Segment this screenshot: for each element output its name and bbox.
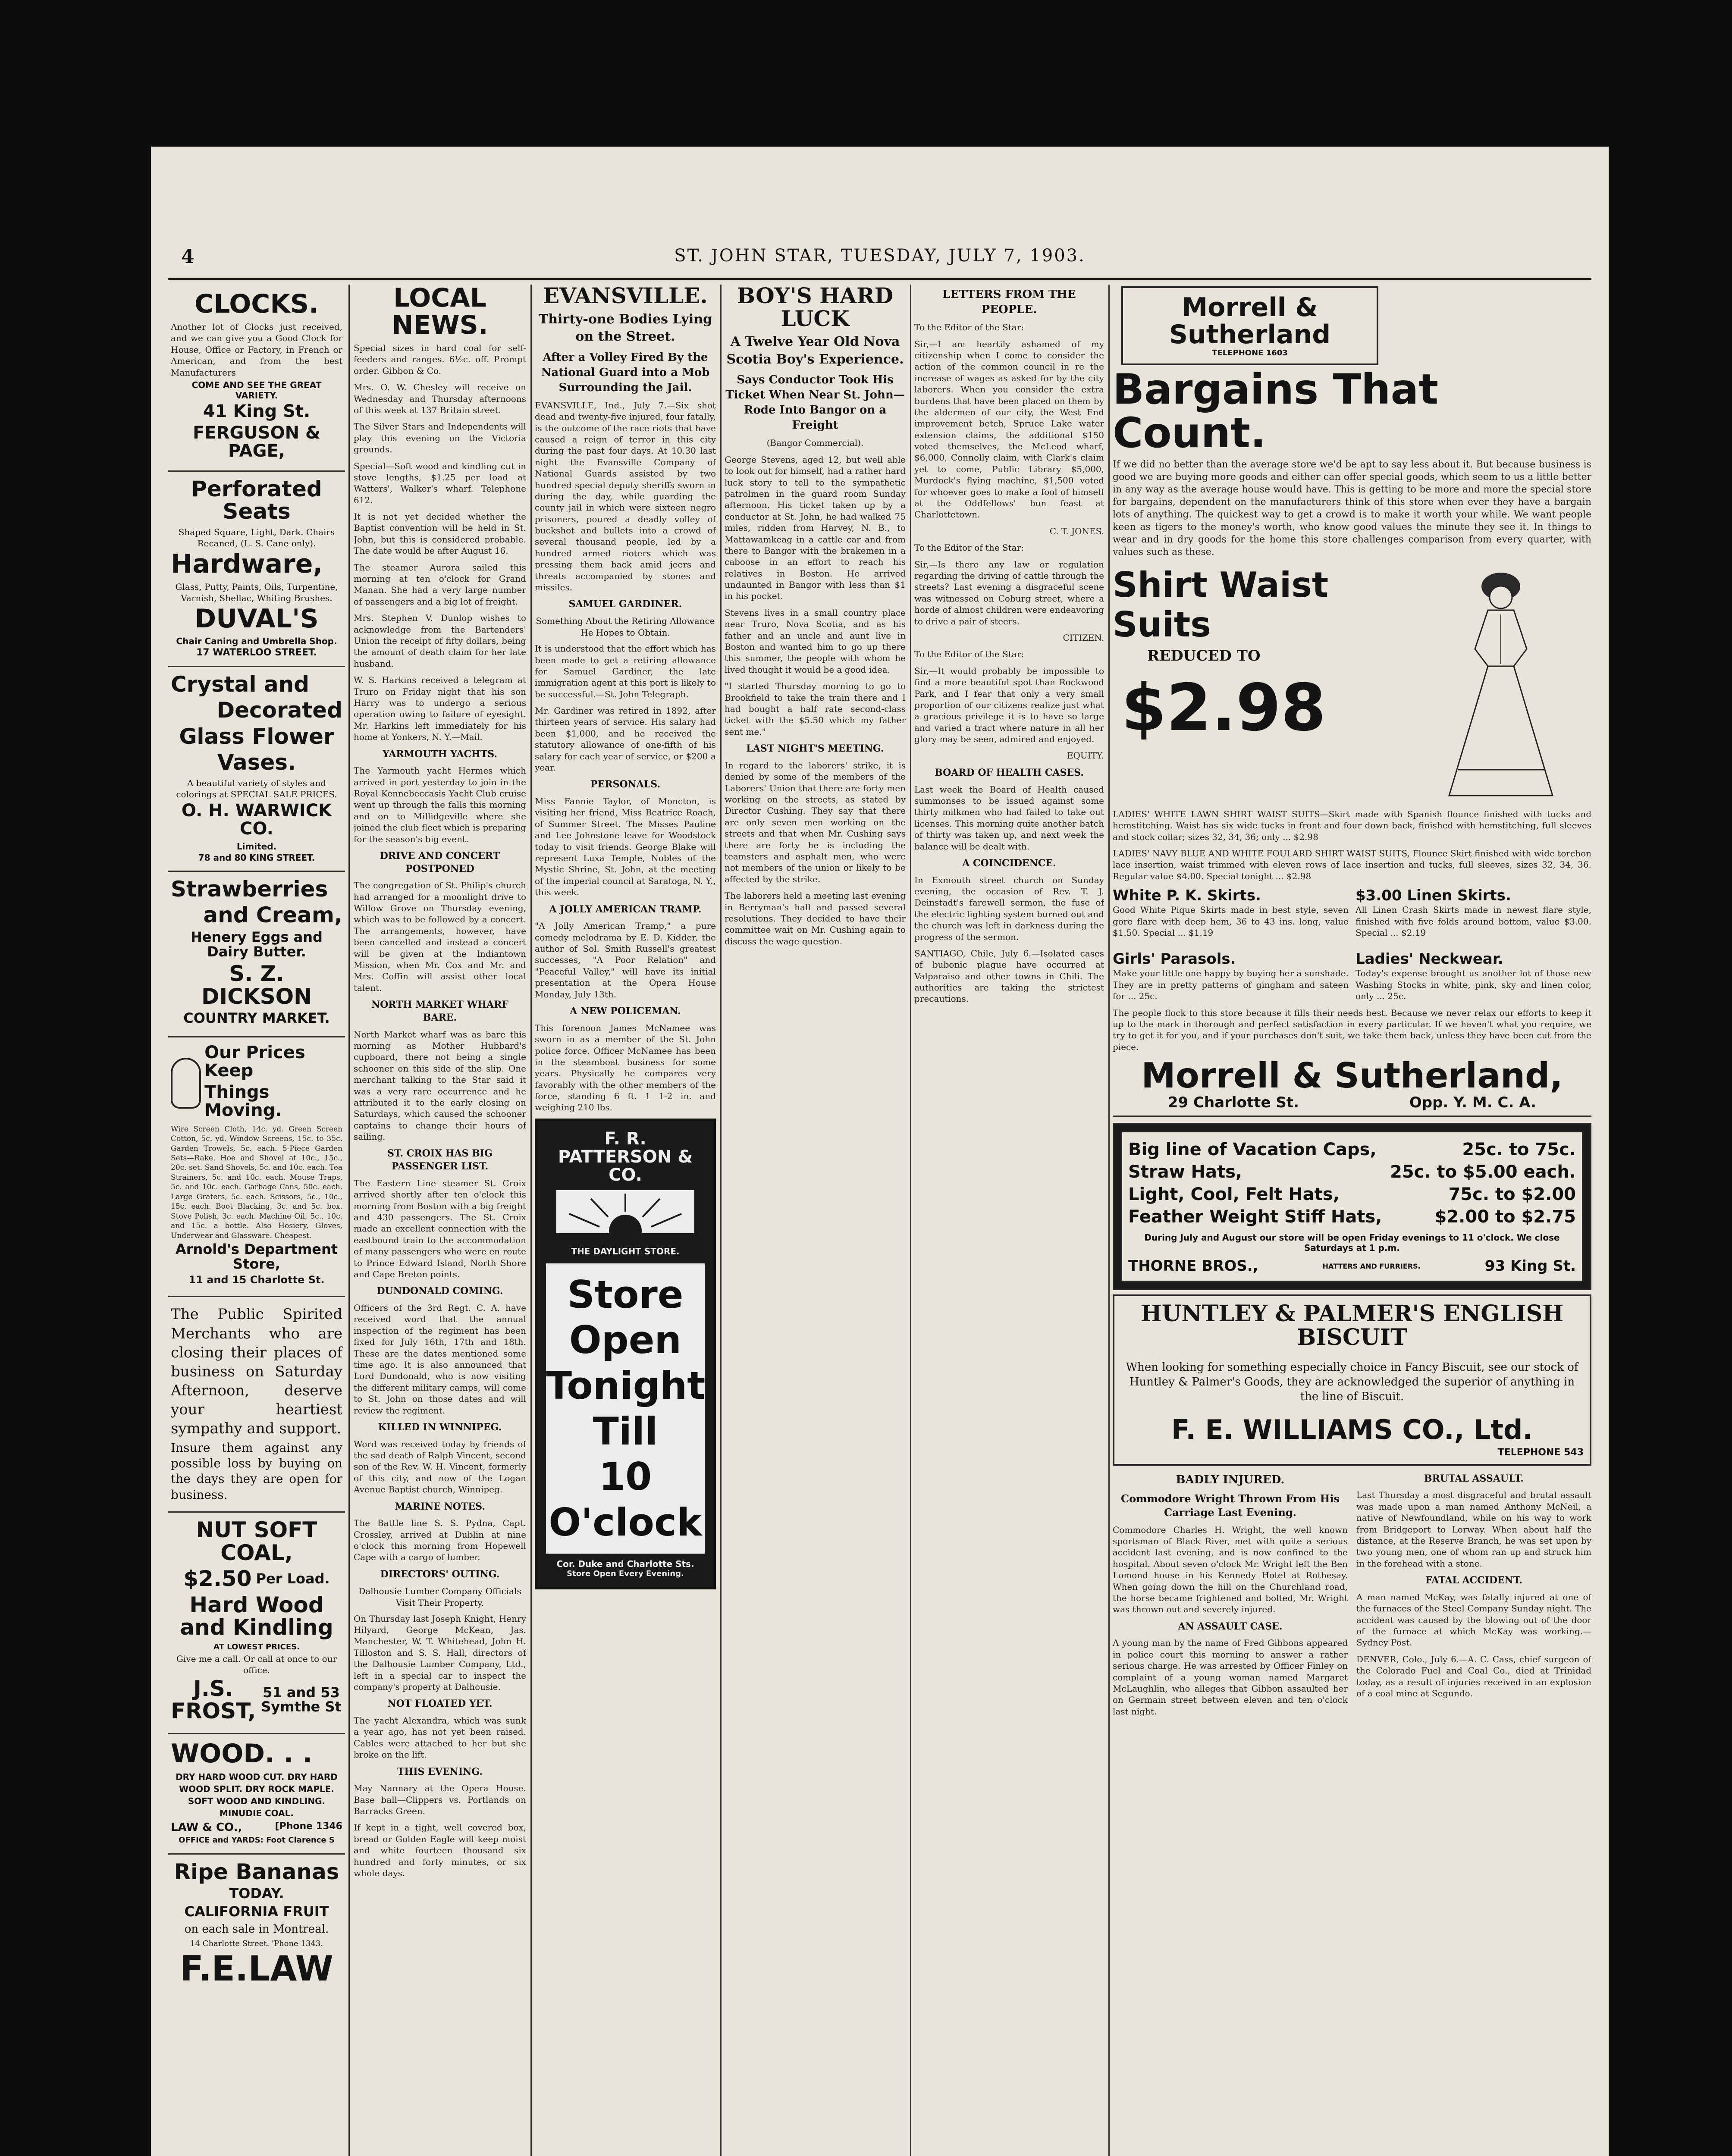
store-line-1: Store <box>567 1272 684 1317</box>
hardware-body: Glass, Putty, Paints, Oils, Turpentine, Varnish, Shellac, Whiting Brushes. <box>175 581 338 603</box>
subhead-tramp: A JOLLY AMERICAN TRAMP. <box>549 903 702 915</box>
santiago-body: SANTIAGO, Chile, July 6.—Isolated cases of bubonic plague have occurred at Valparaiso and other towns in Chili. The authorities are taking the strictest precautions. <box>914 948 1104 1004</box>
column-rule <box>1108 285 1110 2156</box>
letter-body: Sir,—I am heartily ashamed of my citizenship when I come to consider the action of the common council in re the increase of wages as asked for by the city laborers. When you consider the extra burdens that have been placed on them by the aldermen of our city, the West End improvement betch, Spruce Lake water extension claims, the additional $150 voted themselves, the McLeod wharf, $6,000, Connolly claim, with Clark's claim yet to come, Public Library $5,000, Murdock's flying machine, $1,500 voted for whoever goes to make a fool of himself at the Oddfellows' bun feast at Charlottetown. <box>914 338 1104 520</box>
wood-title: WOOD. . . <box>171 1738 313 1769</box>
subhead-marine: MARINE NOTES. <box>395 1501 485 1512</box>
subhead-directors: DIRECTORS' OUTING. <box>380 1568 500 1580</box>
policeman-body: This forenoon James McNamee was sworn in as a member of the St. John police force. Officer McNamee has been in the steamboat business for some years. Physically he compares very favorably with the other members of the force, standing 6 ft. 1 1-2 in. and weighing 210 lbs. <box>535 1022 716 1113</box>
gardiner-body: Mr. Gardiner was retired in 1892, after thirteen years of service. His salary had been $1,000, and he received the statutory allowance of one-fifth of his salary for each year of service, or $200 a year. <box>535 705 716 773</box>
local-news-item: If kept in a tight, well covered box, bread or Golden Eagle will keep moist and white fourteen thousand six hundred and forty minutes, or six whole days. <box>354 1822 526 1878</box>
local-news-item: Officers of the 3rd Regt. C. A. have received word that the annual inspection of the regiment has been fixed for July 16th, 17th and 18th. These are the dates mentioned some time ago. It is also announced that Lord Dundonald, who is now visiting the different military camps, will come to St. John on those dates and will review the regiment. <box>354 1303 526 1416</box>
bananas-today: TODAY. <box>229 1885 284 1902</box>
evansville-deck-1: Thirty-one Bodies Lying on the Street. <box>538 311 712 344</box>
hardwood-call: Give me a call. Or call at once to our office. <box>176 1653 337 1675</box>
perforated-seats-body: Shaped Square, Light, Dark. Chairs Recaned, (L. S. Cane only). <box>178 526 335 548</box>
nut-coal-title: NUT SOFT COAL, <box>196 1517 317 1565</box>
boys-hard-luck-column <box>725 285 906 2156</box>
shirt-waist-promo <box>1113 564 1591 808</box>
caps-price: 25c. to 75c. <box>1462 1140 1576 1160</box>
local-news-item: The Eastern Line steamer St. Croix arrived shortly after ten o'clock this morning from Boston with a big freight and 430 passengers. The St. Croix made an excellent connection with the eastbound train to the accommodation of many passengers who were en route to Prince Edward Island, North Shore and Cape Breton points. <box>354 1178 526 1279</box>
local-news-item: Special sizes in hard coal for self-feeders and ranges. 6½c. off. Prompt order. Gibbon & Co. <box>354 343 526 376</box>
to-editor-line: To the Editor of the Star: <box>914 322 1024 333</box>
straw-hats-label: Straw Hats, <box>1128 1162 1243 1182</box>
evansville-column <box>535 285 716 2156</box>
newspaper-page <box>151 147 1609 2156</box>
patterson-name: F. R. PATTERSON & CO. <box>558 1128 693 1185</box>
suit-price: $2.98 <box>1121 670 1326 746</box>
boys-hard-luck-headline: BOY'S HARD LUCK <box>737 285 894 331</box>
clocks-title: CLOCKS. <box>195 289 319 319</box>
ms-phone: TELEPHONE 1603 <box>1212 348 1288 357</box>
law-ad <box>168 1734 345 1855</box>
subhead-stcroix: ST. CROIX HAS BIG PASSENGER LIST. <box>387 1148 493 1172</box>
people-flock-text: The people flock to this store because it fills their needs best. Because we never relax our efforts to keep it up to the mark in thorough and perfect satisfaction in every particular. If we haven't what you require, we try to get it for you, and if your purchases don't suit, we take them back, unless they have been cut from the piece. <box>1113 1007 1591 1052</box>
subhead-samuel-gardiner: SAMUEL GARDINER. <box>568 599 682 610</box>
duval-name: DUVAL'S <box>195 603 319 634</box>
felaw-name: F.E.LAW <box>180 1948 333 1989</box>
subhead-last-nights-meeting: LAST NIGHT'S MEETING. <box>746 743 884 755</box>
feather-hats-price: $2.00 to $2.75 <box>1434 1207 1576 1227</box>
column-rule <box>910 285 911 2156</box>
warwick-ad <box>168 667 345 872</box>
ads-column-right <box>1113 285 1591 2156</box>
injured-deck: Commodore Wright Thrown From His Carriage Last Evening. <box>1120 1492 1340 1519</box>
evansville-headline: EVANSVILLE. <box>543 285 708 308</box>
bananas-fruit: CALIFORNIA FRUIT <box>184 1903 329 1920</box>
subhead-policeman: A NEW POLICEMAN. <box>570 1006 681 1017</box>
ms-opposite: Opp. Y. M. C. A. <box>1409 1094 1537 1112</box>
arnold-ad <box>168 1037 345 1297</box>
fatal-body: A man named McKay, was fatally injured at one of the furnaces of the Steel Company Sunday night. The accident was caused by the blowing out of the door of the furnace at which McKay was working.—Sydney Post. <box>1356 1592 1591 1648</box>
prices-line-1: Our Prices Keep <box>204 1042 305 1081</box>
evansville-body: EVANSVILLE, Ind., July 7.—Six shot dead and twenty-five injured, four fatally, is the outcome of the race riots that have caused a reign of terror in this city during the past four days. At 10.30 last night the Evansville Company of National Guards assisted by two hundred special deputy sheriffs sworn in during the day, while guarding the county jail in which were sixteen negro prisoners, poured a deadly volley of buckshot and bullets into a crowd of several thousand people, led by a hundred armed rioters which was pressing them back amid jeers and threats accompanied by stones and missiles. <box>535 400 716 593</box>
pk-skirts-title: White P. K. Skirts. <box>1113 887 1261 905</box>
local-news-item: It is not yet decided whether the Baptist convention will be held in St. John, but this is considered probable. The date would be after August 16. <box>354 511 526 556</box>
boys-credit: (Bangor Commercial). <box>766 438 864 448</box>
hardware-title: Hardware, <box>171 548 323 579</box>
local-news-item: The yacht Alexandra, which was sunk a year ago, has not yet been raised. Cables were attached to her but she broke on the lift. <box>354 1715 526 1760</box>
patterson-address: Cor. Duke and Charlotte Sts. <box>556 1559 694 1570</box>
boys-body: George Stevens, aged 12, but well able to look out for himself, had a rather hard luck story to tell to the sympathetic patrolmen in the guard room Sunday afternoon. His ticket taken up by a conductor at St. John, he had walked 75 miles, ridden from Harvey, N. B., to Mattawamkeag in a cattle car and from there to Bangor with the brakemen in a caboose in an effort to reach his relatives in Boston. He arrived undaunted in Bangor with less than $1 in his pocket. <box>725 454 906 602</box>
dickson-subtitle: COUNTRY MARKET. <box>183 1010 330 1027</box>
parasols-title: Girls' Parasols. <box>1113 950 1236 968</box>
local-news-item: W. S. Harkins received a telegram at Truro on Friday night that his son Harry was to undergo a serious operation owing to failure of eyesight. Mr. Harkins left immediately for his home at Yonkers, N. Y.—Mail. <box>354 675 526 743</box>
law-office: OFFICE and YARDS: Foot Clarence S <box>179 1835 335 1845</box>
parasols-body: Make your little one happy by buying her a sunshade. They are in pretty patterns of gingham and sateen for ... 25c. <box>1113 968 1349 1002</box>
williams-name: F. E. WILLIAMS CO., Ltd. <box>1171 1413 1533 1445</box>
huntley-title: HUNTLEY & PALMER'S ENGLISH BISCUIT <box>1140 1300 1564 1351</box>
subhead-board-of-health: BOARD OF HEALTH CASES. <box>935 767 1084 778</box>
patterson-ad <box>535 1119 716 1590</box>
subhead-killed: KILLED IN WINNIPEG. <box>378 1421 502 1433</box>
tramp-body: "A Jolly American Tramp," a pure comedy melodrama by E. D. Kidder, the author of Sol. Smith Russell's greatest successes, "A Poor Relation" and "Peaceful Valley," will have its initial presentation at the Opera House Monday, July 13th. <box>535 921 716 1000</box>
huntley-body: When looking for something especially choice in Fancy Biscuit, see our stock of Huntley & Palmer's Goods, they are acknowledged the superior of anything in the line of Biscuit. <box>1126 1361 1578 1403</box>
letter-signature: EQUITY. <box>1067 750 1104 761</box>
subhead-directors-deck: Dalhousie Lumber Company Officials Visit Their Property. <box>358 1586 521 1608</box>
boys-deck-2: Says Conductor Took His Ticket When Near St. John—Rode Into Bangor on a Freight <box>725 373 905 432</box>
local-news-item: The congregation of St. Philip's church had arranged for a moonlight drive to Willow Grove on Thursday evening, which was to be followed by a concert. The arrangements, however, have been cancelled and instead a concert will be given at the Indiantown Mission, when Mr. Cox and Mr. and Mrs. Coffin will assist other local talent. <box>354 880 526 993</box>
law-name: LAW & CO., <box>171 1821 242 1834</box>
column-rule <box>720 285 722 2156</box>
evansville-deck-2: After a Volley Fired By the National Guard into a Mob Surrounding the Jail. <box>541 351 710 394</box>
subhead-personals: PERSONALS. <box>590 779 661 790</box>
patterson-subtitle: THE DAYLIGHT STORE. <box>571 1246 680 1257</box>
caps-label: Big line of Vacation Caps, <box>1128 1140 1377 1160</box>
clocks-tagline: COME AND SEE THE GREAT VARIETY. <box>191 379 322 401</box>
store-line-3: Tonight <box>546 1363 706 1408</box>
arnold-name: Arnold's Department Store, <box>175 1241 338 1272</box>
strawberries-line-1: Strawberries <box>171 876 328 902</box>
crystal-line-2: Decorated <box>216 698 342 723</box>
bargains-body: If we did no better than the average store we'd be apt to say less about it. But because business is good we are buying more goods and either can offer special goods, which seem to us a little better in any way as the average house would have. This is getting to be more and more the special store for bargains, dependent on the manufacturers think of this store when ever they have a bargain lots of anything. The quickest way to get a crowd is to make it worth your while. We want people keen as tigers to the money's worth, who know good values the minute they see it. In things to wear and in dry goods for the home this store challenges comparison from every quarter, with values such as these. <box>1113 459 1591 558</box>
felt-hats-label: Light, Cool, Felt Hats, <box>1128 1185 1340 1205</box>
owl-icon <box>171 1058 201 1109</box>
letter-signature: CITIZEN. <box>1063 632 1104 643</box>
boys-body: Stevens lives in a small country place near Truro, Nova Scotia, and as his father and an uncle and aunt live in Boston and wanted him to go up there this summer, the people with whom he lived thought it would be a good idea. <box>725 607 906 675</box>
linen-skirts-title: $3.00 Linen Skirts. <box>1355 887 1511 905</box>
ferguson-address: 41 King St. <box>203 401 311 421</box>
ms-address: 29 Charlotte St. <box>1167 1094 1299 1112</box>
thorne-ad <box>1113 1123 1591 1290</box>
straw-hats-price: 25c. to $5.00 each. <box>1390 1162 1576 1182</box>
local-news-item: The steamer Aurora sailed this morning at ten o'clock for Grand Manan. She had a very large number of passengers and a big lot of freight. <box>354 562 526 607</box>
subhead-badly-injured: BADLY INJURED. <box>1176 1473 1285 1486</box>
prices-line-2: Things Moving. <box>204 1082 282 1120</box>
bottom-stories <box>1113 1470 1591 1722</box>
local-news-item: Word was received today by friends of the sad death of Ralph Vincent, second son of the Rev. W. H. Vincent, formerly of this city, and now of the Logan Avenue Baptist church, Winnipeg. <box>354 1438 526 1495</box>
warwick-limited: Limited. <box>236 841 277 852</box>
pk-skirts-body: Good White Pique Skirts made in best style, seven gore flare with deep hem, 36 to 43 ins. long, value $1.50. Special ... $1.19 <box>1113 905 1349 938</box>
ms-footer <box>1113 1058 1591 1117</box>
local-news-item: May Nannary at the Opera House. Base ball—Clippers vs. Portlands on Barracks Green. <box>354 1783 526 1816</box>
local-news-item: The Battle line S. S. Pydna, Capt. Crossley, arrived at Dublin at nine o'clock this morning from Hopewell Cape with a cargo of lumber. <box>354 1518 526 1563</box>
thorne-hours: During July and August our store will be open Friday evenings to 11 o'clock. We close Saturdays at 1 p.m. <box>1144 1232 1560 1253</box>
strawberries-line-3: Henery Eggs and Dairy Butter. <box>191 928 323 960</box>
local-news-column <box>354 285 526 2156</box>
public-notice <box>168 1297 345 1513</box>
public-spirited-text: The Public Spirited Merchants who are closing their places of business on Saturday Afternoon, deserve your heartiest sympathy and support. <box>171 1306 342 1438</box>
strawberries-line-2: and Cream, <box>203 903 342 928</box>
letter-body: Sir,—It would probably be impossible to find a more beautiful spot than Rockwood Park, and I fear that only a very small proportion of our citizens realize just what a gracious privilege it is to have so large and varied a tract where nature in all her glory may be seen, admired and enjoyed. <box>914 665 1104 745</box>
brutal-body: Last Thursday a most disgraceful and brutal assault was made upon a man named Anthony McNeil, a native of Newfoundland, while on his way to work from Bridgeport to Lorway. When about half the distance, at the Reserve Branch, he was set upon by two young men, one of whom ran up and struck him in the forehead with a stone. <box>1356 1490 1591 1569</box>
thorne-address: 93 King St. <box>1484 1257 1576 1275</box>
crystal-body: A beautiful variety of styles and colorings at SPECIAL SALE PRICES. <box>176 777 337 799</box>
coincidence-body: In Exmouth street church on Sunday evening, the occasion of Rev. T. J. Deinstadt's farewell sermon, the fuse of the electric lighting system burned out and the church was left in darkness during the progress of the sermon. <box>914 874 1104 942</box>
thorne-inner <box>1120 1131 1584 1282</box>
subhead-assault-case: AN ASSAULT CASE. <box>1178 1620 1283 1632</box>
subhead-wharf: NORTH MARKET WHARF BARE. <box>371 999 509 1023</box>
ads-column-left <box>168 285 345 2156</box>
laborers-body: In regard to the laborers' strike, it is denied by some of the members of the Laborers' Union that there are forty men working on the streets, as stated by Director Cushing. They say that there are only seven men working on the streets and that when Mr. Cushing says there are forty he is including the teamsters and asphalt men, who were not members of the union or likely to be affected by the strike. <box>725 760 906 884</box>
bananas-ad <box>168 1855 345 1997</box>
ms-logo-box <box>1121 286 1378 365</box>
sunrise-icon <box>556 1190 694 1242</box>
warwick-address: 78 and 80 KING STREET. <box>198 852 315 863</box>
subhead-this-evening: THIS EVENING. <box>397 1766 483 1777</box>
local-news-item: Mrs. Stephen V. Dunlop wishes to acknowledge from the Bartenders' Union the receipt of fifty dollars, being the amount of death claim for her late husband. <box>354 613 526 669</box>
ferguson-name: FERGUSON & PAGE, <box>193 423 320 461</box>
nut-coal-per-load: Per Load. <box>256 1570 330 1587</box>
huntley-ad <box>1113 1294 1591 1466</box>
thorne-subtitle: HATTERS AND FURRIERS. <box>1322 1262 1421 1270</box>
lawn-suit-item: LADIES' WHITE LAWN SHIRT WAIST SUITS—Skirt made with Spanish flounce finished with tucks and hemstitching. Waist has six wide tucks in front and four down back, finished with hemstitching, full sleeves and stock collar; sizes 32, 34, 36; only ... $2.98 <box>1113 808 1591 842</box>
patterson-note: Store Open Every Evening. <box>567 1569 684 1579</box>
letters-column <box>914 285 1104 2156</box>
crystal-line-4: Vases. <box>217 750 296 775</box>
ms-name-large: Morrell & Sutherland, <box>1141 1056 1563 1096</box>
clocks-body: Another lot of Clocks just received, and we can give you a Good Clock for House, Office or Factory, in French or American, and from the best Manufacturers <box>171 322 342 378</box>
duval-address: 17 WATERLOO STREET. <box>196 647 317 658</box>
subhead-not-floated: NOT FLOATED YET. <box>387 1698 493 1710</box>
reduced-to: REDUCED TO <box>1147 647 1261 664</box>
dickson-name: S. Z. DICKSON <box>201 961 312 1009</box>
neckwear-body: Today's expense brought us another lot of those new Washing Stocks in white, pink, sky and linen color, only ... 25c. <box>1355 968 1591 1002</box>
boys-deck-1: A Twelve Year Old Nova Scotia Boy's Experience. <box>726 334 904 367</box>
subhead-drive: DRIVE AND CONCERT POSTPONED <box>380 850 500 874</box>
navy-suit-item: LADIES' NAVY BLUE AND WHITE FOULARD SHIRT WAIST SUITS, Flounce Skirt finished with wide torchon lace insertion, waist trimmed with eleven rows of lace insertion and tucks, full sleeves, sizes 32, 34, 36. Regular value $4.00. Special tonight ... $2.98 <box>1113 848 1591 881</box>
subhead-dundonald: DUNDONALD COMING. <box>377 1285 503 1297</box>
thorne-name: THORNE BROS., <box>1128 1257 1258 1275</box>
masthead: ST. JOHN STAR, TUESDAY, JULY 7, 1903. <box>674 246 1086 266</box>
subhead-coincidence: A COINCIDENCE. <box>962 857 1056 869</box>
local-news-item: Special—Soft wood and kindling cut in stove lengths, $1.25 per load at Watters', Walker's wharf. Telephone 612. <box>354 461 526 505</box>
letter-body: Sir,—Is there any law or regulation regarding the driving of cattle through the streets? Last evening a disgraceful scene was witnessed on Coburg street, where a horde of almost children were endeavoring to drive a pair of steers. <box>914 559 1104 627</box>
warwick-name: O. H. WARWICK CO. <box>181 800 332 839</box>
frost-name: J.S. FROST, <box>171 1676 256 1724</box>
williams-phone: TELEPHONE 543 <box>1497 1447 1584 1458</box>
letters-headline: LETTERS FROM THE PEOPLE. <box>942 288 1076 317</box>
neckwear-title: Ladies' Neckwear. <box>1355 950 1503 968</box>
header-rule <box>168 278 1591 280</box>
skirts-grid <box>1113 887 1591 1007</box>
feather-hats-label: Feather Weight Stiff Hats, <box>1128 1207 1382 1227</box>
subhead-brutal-assault: BRUTAL ASSAULT. <box>1424 1473 1524 1484</box>
store-line-2: Open <box>569 1318 682 1363</box>
ms-name: Morrell & Sutherland <box>1169 292 1331 350</box>
lady-illustration-icon <box>1428 563 1566 804</box>
subhead-fatal-accident: FATAL ACCIDENT. <box>1425 1575 1523 1586</box>
crystal-line-1: Crystal and <box>171 671 310 697</box>
crystal-line-3: Glass Flower <box>179 724 334 749</box>
wood-list: DRY HARD WOOD CUT. DRY HARD WOOD SPLIT. DRY ROCK MAPLE. SOFT WOOD AND KINDLING. MINUDIE COAL. <box>176 1771 338 1818</box>
denver-body: DENVER, Colo., July 6.—A. C. Cass, chief surgeon of the Colorado Fuel and Coal Co., died at Trinidad today, as a result of injuries received in an explosion of a coal mine at Segundo. <box>1356 1654 1591 1698</box>
hardwood-subtitle: AT LOWEST PRICES. <box>213 1642 300 1651</box>
to-editor-line: To the Editor of the Star: <box>914 649 1024 660</box>
local-news-item: The Silver Stars and Independents will play this evening on the Victoria grounds. <box>354 421 526 455</box>
perforated-seats-title: Perforated Seats <box>191 476 322 524</box>
gardiner-body: It is understood that the effort which has been made to get a retiring allowance for Samuel Gardiner, the late immigration agent at this port is likely to be successful.—St. John Telegraph. <box>535 643 716 699</box>
local-news-item: On Thursday last Joseph Knight, Henry Hilyard, George McKean, Jas. Manchester, W. T. Whitehead, John H. Tilloston and S. S. Hall, directors of the Dalhousie Lumber Company, Ltd., left in a special car to inspect the company's property at Dalhousie. <box>354 1613 526 1692</box>
local-news-item: North Market wharf was as bare this morning as Mother Hubbard's cupboard, there not being a single schooner on this side of the slip. One merchant talking to the Star said it was a very rare occurrence and he attributed it to the early closing on Saturdays, which caused the schooner captains to change their hours of sailing. <box>354 1029 526 1142</box>
boys-body: "I started Thursday morning to go to Brookfield to take the train there and I had bought a half rate second-class ticket with the $5.50 which my father sent me." <box>725 681 906 737</box>
duval-subtitle: Chair Caning and Umbrella Shop. <box>176 636 337 646</box>
to-editor-line: To the Editor of the Star: <box>914 542 1024 553</box>
column-rule <box>348 285 350 2156</box>
shirt-waist-line-2: Suits <box>1113 604 1211 645</box>
store-line-5: 10 O'clock <box>549 1454 702 1545</box>
local-news-title: LOCAL NEWS. <box>392 285 488 340</box>
laborers-body: The laborers held a meeting last evening in Berryman's hall and passed several resolutions. They decided to have their committee wait on Mr. Cushing again to discuss the wage question. <box>725 890 906 946</box>
law-phone: [Phone 1346 <box>275 1821 342 1832</box>
column-rule <box>530 285 532 2156</box>
personals-body: Miss Fannie Taylor, of Moncton, is visiting her friend, Miss Beatrice Roach, of Summer Street. The Misses Pauline and Lee Johnstone leave for Woodstock today to visit friends. George Blake will represent Luxa Temple, Nobles of the Mystic Shrine, St. John, at the meeting of the imperial council at Saratoga, N. Y., this week. <box>535 796 716 898</box>
bananas-address: 14 Charlotte Street. 'Phone 1343. <box>190 1939 323 1949</box>
insure-text: Insure them against any possible loss by buying on the days they are open for business. <box>171 1440 342 1502</box>
assault-body: A young man by the name of Fred Gibbons appeared in police court this morning to answer a rather serious charge. He was arrested by Officer Finley on complaint of a young woman named Margaret McLaughlin, who alleges that Gibbon assaulted her on Germain street between eleven and ten o'clock last night. <box>1113 1638 1348 1717</box>
bananas-body: on each sale in Montreal. <box>184 1923 329 1936</box>
duval-ad <box>168 472 345 667</box>
bargains-headline: Bargains That Count. <box>1113 365 1439 457</box>
store-line-4: Till <box>593 1409 658 1454</box>
frost-address: 51 and 53 Symthe St <box>261 1684 342 1715</box>
letter-signature: C. T. JONES. <box>1049 526 1104 536</box>
subhead-yarmouth: YARMOUTH YACHTS. <box>383 748 497 760</box>
clocks-ad <box>168 285 345 472</box>
nut-coal-price: $2.50 <box>183 1566 252 1592</box>
injured-body: Commodore Charles H. Wright, the well known sportsman of Black River, met with quite a serious accident last evening, and is now confined to the hospital. About seven o'clock Mr. Wright left the Ben Lomond house in his Kennedy Hotel at Rothesay. When going down the hill on the Churchland road, the horse became frightened and bolted, Mr. Wright was thrown out and severely injured. <box>1113 1524 1348 1615</box>
board-body: Last week the Board of Health caused summonses to be issued against some thirty milkmen who had failed to take out licenses. This morning quite another batch of thirty was taken up, and next week the balance will be dealt with. <box>914 784 1104 852</box>
page-number: 4 <box>181 246 195 268</box>
local-news-item: Mrs. O. W. Chesley will receive on Wednesday and Thursday afternoons of this week at 137 Britain street. <box>354 382 526 415</box>
shirt-waist-line-1: Shirt Waist <box>1113 564 1329 605</box>
frost-ad <box>168 1513 345 1734</box>
prices-list: Wire Screen Cloth, 14c. yd. Green Screen Cotton, 5c. yd. Window Screens, 15c. to 35c. Garden Trowels, 5c. each. 5-Piece Garden Sets—Rake, Hoe and Shovel at 10c., 15c., 20c. set. Sand Shovels, 5c. and 10c. each. Tea Strainers, 5c. and 10c. each. Mouse Traps, 5c. and 10c. each. Garbage Cans, 50c. each. Large Graters, 5c. each. Scissors, 5c., 10c., 15c. each. Boot Blacking, 3c. and 5c. box. Stove Polish, 3c. each. Machine Oil, 5c., 10c. and 15c. a bottle. Also Hosiery, Gloves, Underwear and Glassware. Cheapest. <box>171 1125 342 1240</box>
dickson-ad <box>168 872 345 1037</box>
subhead-samuel-deck: Something About the Retiring Allowance He Hopes to Obtain. <box>536 616 715 638</box>
hardwood-title: Hard Wood and Kindling <box>180 1592 333 1640</box>
bananas-title: Ripe Bananas <box>174 1859 339 1884</box>
felt-hats-price: 75c. to $2.00 <box>1448 1185 1576 1205</box>
linen-skirts-body: All Linen Crash Skirts made in newest flare style, finished with five folds around bottom, value $3.00. Special ... $2.19 <box>1355 905 1591 938</box>
local-news-item: The Yarmouth yacht Hermes which arrived in port yesterday to join in the Royal Kennebeccasis Yacht Club cruise went up through the falls this morning and on to Millidgeville where she joined the club fleet which is preparing for the season's big event. <box>354 765 526 844</box>
arnold-address: 11 and 15 Charlotte St. <box>188 1274 325 1286</box>
